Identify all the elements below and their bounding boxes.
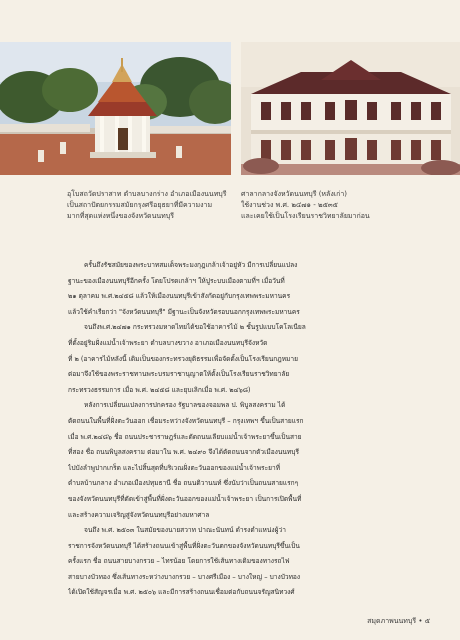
caption-right — [241, 189, 431, 222]
body-text — [68, 258, 432, 601]
body-line: ต่อมาจึงใช้ของพระราชทานพระบรมราชานุญาตให้ตั้งเป็นโรงเรียนราชวิทยาลัย — [68, 370, 290, 379]
body-line: ครั้งแรก ชื่อ ถนนสายบางกรวย – ไทรน้อย โดยการใช้เส้นทางเดิมของทางรถไฟ — [68, 557, 290, 566]
caption-right-line: และเคยใช้เป็นโรงเรียนราชวิทยาลัยมาก่อน — [241, 212, 370, 220]
caption-left-line: มากที่สุดแห่งหนึ่งของจังหวัดนนทบุรี — [67, 212, 174, 220]
page-footer: สมุดภาพนนทบุรี • ๕ — [367, 617, 430, 625]
caption-right-line: ศาลากลางจังหวัดนนทบุรี (หลังเก่า) — [241, 190, 348, 198]
body-line: ได้เปิดใช้สัญจรเมื่อ พ.ศ. ๒๕๐๖ และมีการสร้างถนนเชื่อมต่อกับถนนจรัญสนิทวงศ์ — [68, 588, 295, 597]
body-line: ที่ ๒ (อาคารไม้หลังนี้ เดิมเป็นของกระทรวงยุติธรรมเพื่อจัดตั้งเป็นโรงเรียนกฎหมาย — [68, 354, 298, 363]
body-line: ตำบลบ้านกลาง อำเภอเมืองปทุมธานี ชื่อ ถนนติวานนท์ ซึ่งนับว่าเป็นถนนสายแรกๆ — [68, 479, 299, 488]
provincial-hall-photo — [241, 42, 460, 175]
body-line: ที่ตั้งอยู่ริมฝั่งแม่น้ำเจ้าพระยา ตำบลบางขวาง อาเภอเมืองนนทบุรีจังหวัด — [68, 338, 268, 347]
body-line: และสร้างความเจริญสู่จังหวัดนนทบุรีอย่างมหาศาล — [68, 510, 210, 519]
temple-photo — [0, 42, 231, 175]
body-line: ครั้นถึงรัชสมัยของพระบาทสมเด็จพระมงกุฎเกล้าเจ้าอยู่หัว มีการเปลี่ยนแปลง — [84, 261, 298, 269]
body-line: แล้วใช้คำเรียกว่า "จังหวัดนนทบุรี" มีฐานะเป็นจังหวัดรอบนอกกรุงเทพพระมหานคร — [68, 307, 300, 316]
body-line: จนถึง พ.ศ. ๒๕๐๓ ในสมัยของนายสวาท ปาณะนันทน์ ดำรงตำแหน่งผู้ว่า — [84, 526, 286, 535]
body-line: ไปบังลำพูปากเกร็ด และไปสิ้นสุดที่บริเวณฝั่งตะวันออกของแม่น้ำเจ้าพระยาที่ — [68, 463, 281, 472]
body-line: เมื่อ พ.ศ.๒๔๘๖ ชื่อ ถนนประชาราษฎร์และตัดถนนเลียบแม่น้ำเจ้าพระยาขึ้นเป็นสาย — [68, 432, 302, 441]
caption-left-line: เป็นสถาปัตยกรรมสมัยกรุงศรีอยุธยาที่มีความงาม — [67, 201, 213, 209]
caption-left — [67, 189, 232, 222]
body-line: หลังการเปลี่ยนแปลงการปกครอง รัฐบาลของจอมพล ป. พิบูลสงคราม ได้ — [84, 401, 286, 410]
body-line: ฐานะของเมืองนนทบุรีอีกครั้ง โดยโปรดเกล้าฯ ให้ปูระบบเมืองตามที่ฯ เมื่อวันที่ — [68, 276, 285, 285]
body-line: กระทรวงธรรมการ เมื่อ พ.ศ. ๒๔๕๘ และยุบเลิกเมื่อ พ.ศ. ๒๔๖๘) — [68, 385, 251, 394]
caption-left-line: อุโบสถวัดปราสาท ตำบลบางกร่าง อำเภอเมืองนนทบุรี — [67, 190, 227, 198]
body-line: ตัดถนนในพื้นที่ฝั่งตะวันออก เชื่อมระหว่างจังหวัดนนทบุรี – กรุงเทพฯ ขึ้นเป็นสายแรก — [68, 416, 304, 425]
body-line: สายบางบัวทอง ซึ่งเส้นทางระหว่างบางกรวย – บางศรีเมือง – บางใหญ่ – บางบัวทอง — [68, 572, 301, 581]
body-line: ราชการจังหวัดนนทบุรี ได้สร้างถนนเข้าสู่พื้นที่ฝั่งตะวันตกของจังหวัดนนทบุรีขึ้นเป็น — [68, 541, 300, 550]
body-line: จนถึงพ.ศ.๒๔๗๑ กระทรวงมหาดไทยได้ขอใช้อาคารไม้ ๒ ชั้นรูปแบบโคโลเนียล — [84, 323, 306, 332]
caption-right-line: ใช้งานช่วง พ.ศ. ๒๔๗๑ - ๒๕๓๕ — [241, 201, 338, 209]
body-line: ของจังหวัดนนทบุรีที่ตัดเข้าสู่พื้นที่ฝั่งตะวันออกของแม่น้ำเจ้าพระยา เป็นการเปิดพื้นที่ — [68, 494, 302, 503]
body-line: ที่สอง ชื่อ ถนนพิบูลสงคราม ต่อมาใน พ.ศ. ๒๔๙๐ จึงได้ตัดถนนจากตัวเมืองนนทบุรี — [68, 448, 299, 457]
body-line: ๒๑ ตุลาคม พ.ศ.๒๔๕๘ แล้วให้เมืองนนทบุรีเข้าสังกัดอยู่กับกรุงเทพพระมหานคร — [68, 292, 291, 301]
